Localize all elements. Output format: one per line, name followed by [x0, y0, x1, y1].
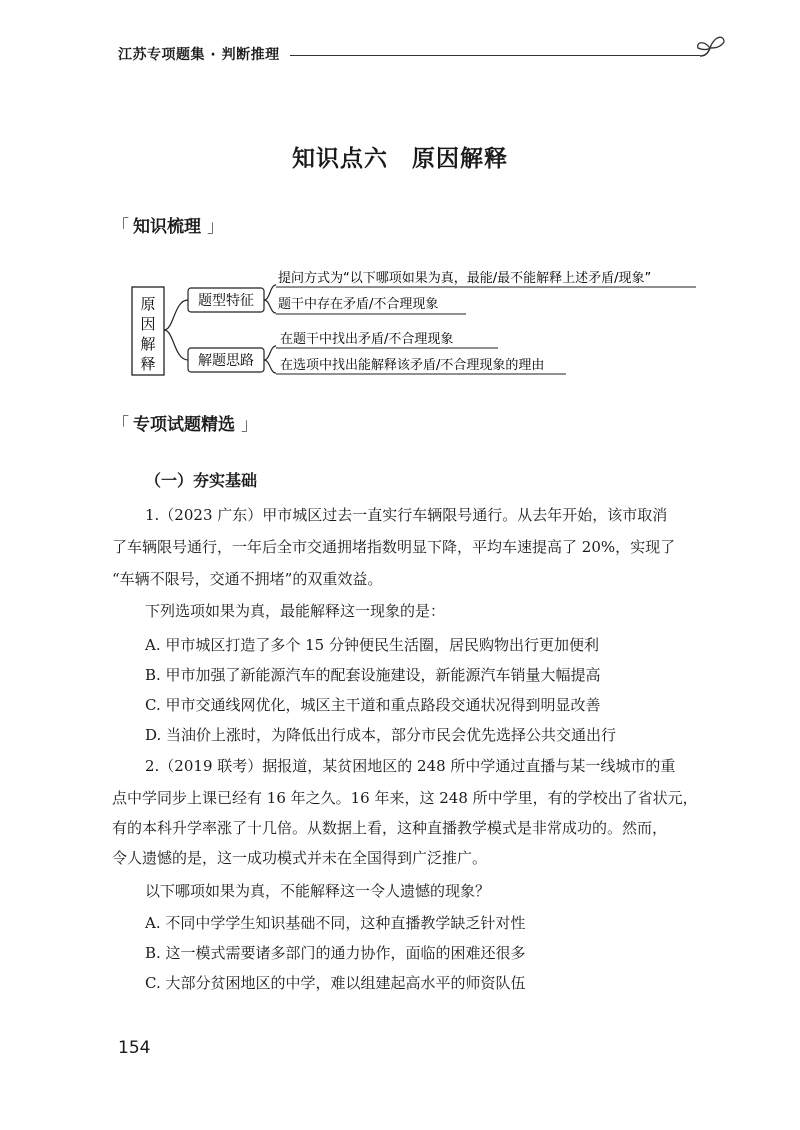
branch-item: 题干中存在矛盾/不合理现象: [278, 297, 439, 312]
subsection-heading: （一）夯实基础: [145, 471, 258, 490]
q1-stem-line: “车辆不限号，交通不拥堵”的双重效益。: [112, 570, 383, 588]
q1-option-c: C. 甲市交通线网优化，城区主干道和重点路段交通状况得到明显改善: [145, 696, 601, 714]
q1-question: 下列选项如果为真，最能解释这一现象的是：: [145, 602, 446, 620]
root-char: 解: [140, 335, 156, 353]
branch-item: 提问方式为“以下哪项如果为真，最能/最不能解释上述矛盾/现象”: [278, 271, 652, 286]
q1-option-b: B. 甲市加强了新能源汽车的配套设施建设，新能源汽车销量大幅提高: [145, 666, 601, 684]
connector: [164, 300, 188, 330]
root-char: 释: [140, 355, 156, 373]
root-char: 原: [140, 295, 156, 313]
running-header-title: 江苏专项题集 · 判断推理: [118, 47, 280, 63]
q2-question: 以下哪项如果为真，不能解释这一令人遗憾的现象？: [145, 882, 491, 900]
header-rule: [290, 55, 700, 56]
page-number: 154: [118, 1038, 151, 1058]
q2-stem-line: 有的本科升学率涨了十几倍。从数据上看，这种直播教学模式是非常成功的。然而，: [112, 819, 668, 837]
section-heading-knowledge: [112, 212, 224, 237]
section-heading-questions: [112, 410, 258, 435]
bracket-left: 「: [112, 415, 129, 435]
bracket-right: 」: [241, 415, 258, 435]
root-char: 因: [140, 315, 156, 333]
page-title: 知识点六 原因解释: [292, 146, 508, 172]
q2-option-b: B. 这一模式需要诸多部门的通力协作，面临的困难还很多: [145, 944, 526, 962]
q1-option-a: A. 甲市城区打造了多个 15 分钟便民生活圈，居民购物出行更加便利: [145, 636, 599, 654]
section-label: 专项试题精选: [133, 415, 235, 435]
branch-item: 在选项中找出能解释该矛盾/不合理现象的理由: [280, 358, 545, 373]
connector: [164, 330, 188, 360]
q1-option-d: D. 当油价上涨时，为降低出行成本，部分市民会优先选择公共交通出行: [145, 726, 617, 744]
mind-map-diagram: [130, 260, 710, 389]
branch-label-type: 题型特征: [198, 293, 254, 309]
q1-stem-line: 了车辆限号通行，一年后全市交通拥堵指数明显下降，平均车速提高了 20%，实现了: [112, 538, 676, 556]
q2-stem-line: 点中学同步上课已经有 16 年之久。16 年来，这 248 所中学里，有的学校出了省状元，: [112, 789, 698, 807]
q2-option-a: A. 不同中学学生知识基础不同，这种直播教学缺乏针对性: [145, 914, 526, 932]
branch-item: 在题干中找出矛盾/不合理现象: [280, 332, 454, 347]
q2-stem-line: 令人遗憾的是，这一成功模式并未在全国得到广泛推广。: [112, 849, 488, 867]
q2-option-c: C. 大部分贫困地区的中学，难以组建起高水平的师资队伍: [145, 974, 526, 992]
bracket-right: 」: [207, 217, 224, 237]
q2-stem-line: 2.（2019 联考）据报道，某贫困地区的 248 所中学通过直播与某一线城市的重: [145, 757, 676, 775]
branch-label-method: 解题思路: [198, 353, 254, 369]
section-label: 知识梳理: [133, 217, 201, 237]
sprout-icon: [690, 26, 730, 62]
q1-stem-line: 1.（2023 广东）甲市城区过去一直实行车辆限号通行。从去年开始，该市取消: [145, 506, 668, 524]
bracket-left: 「: [112, 217, 129, 237]
